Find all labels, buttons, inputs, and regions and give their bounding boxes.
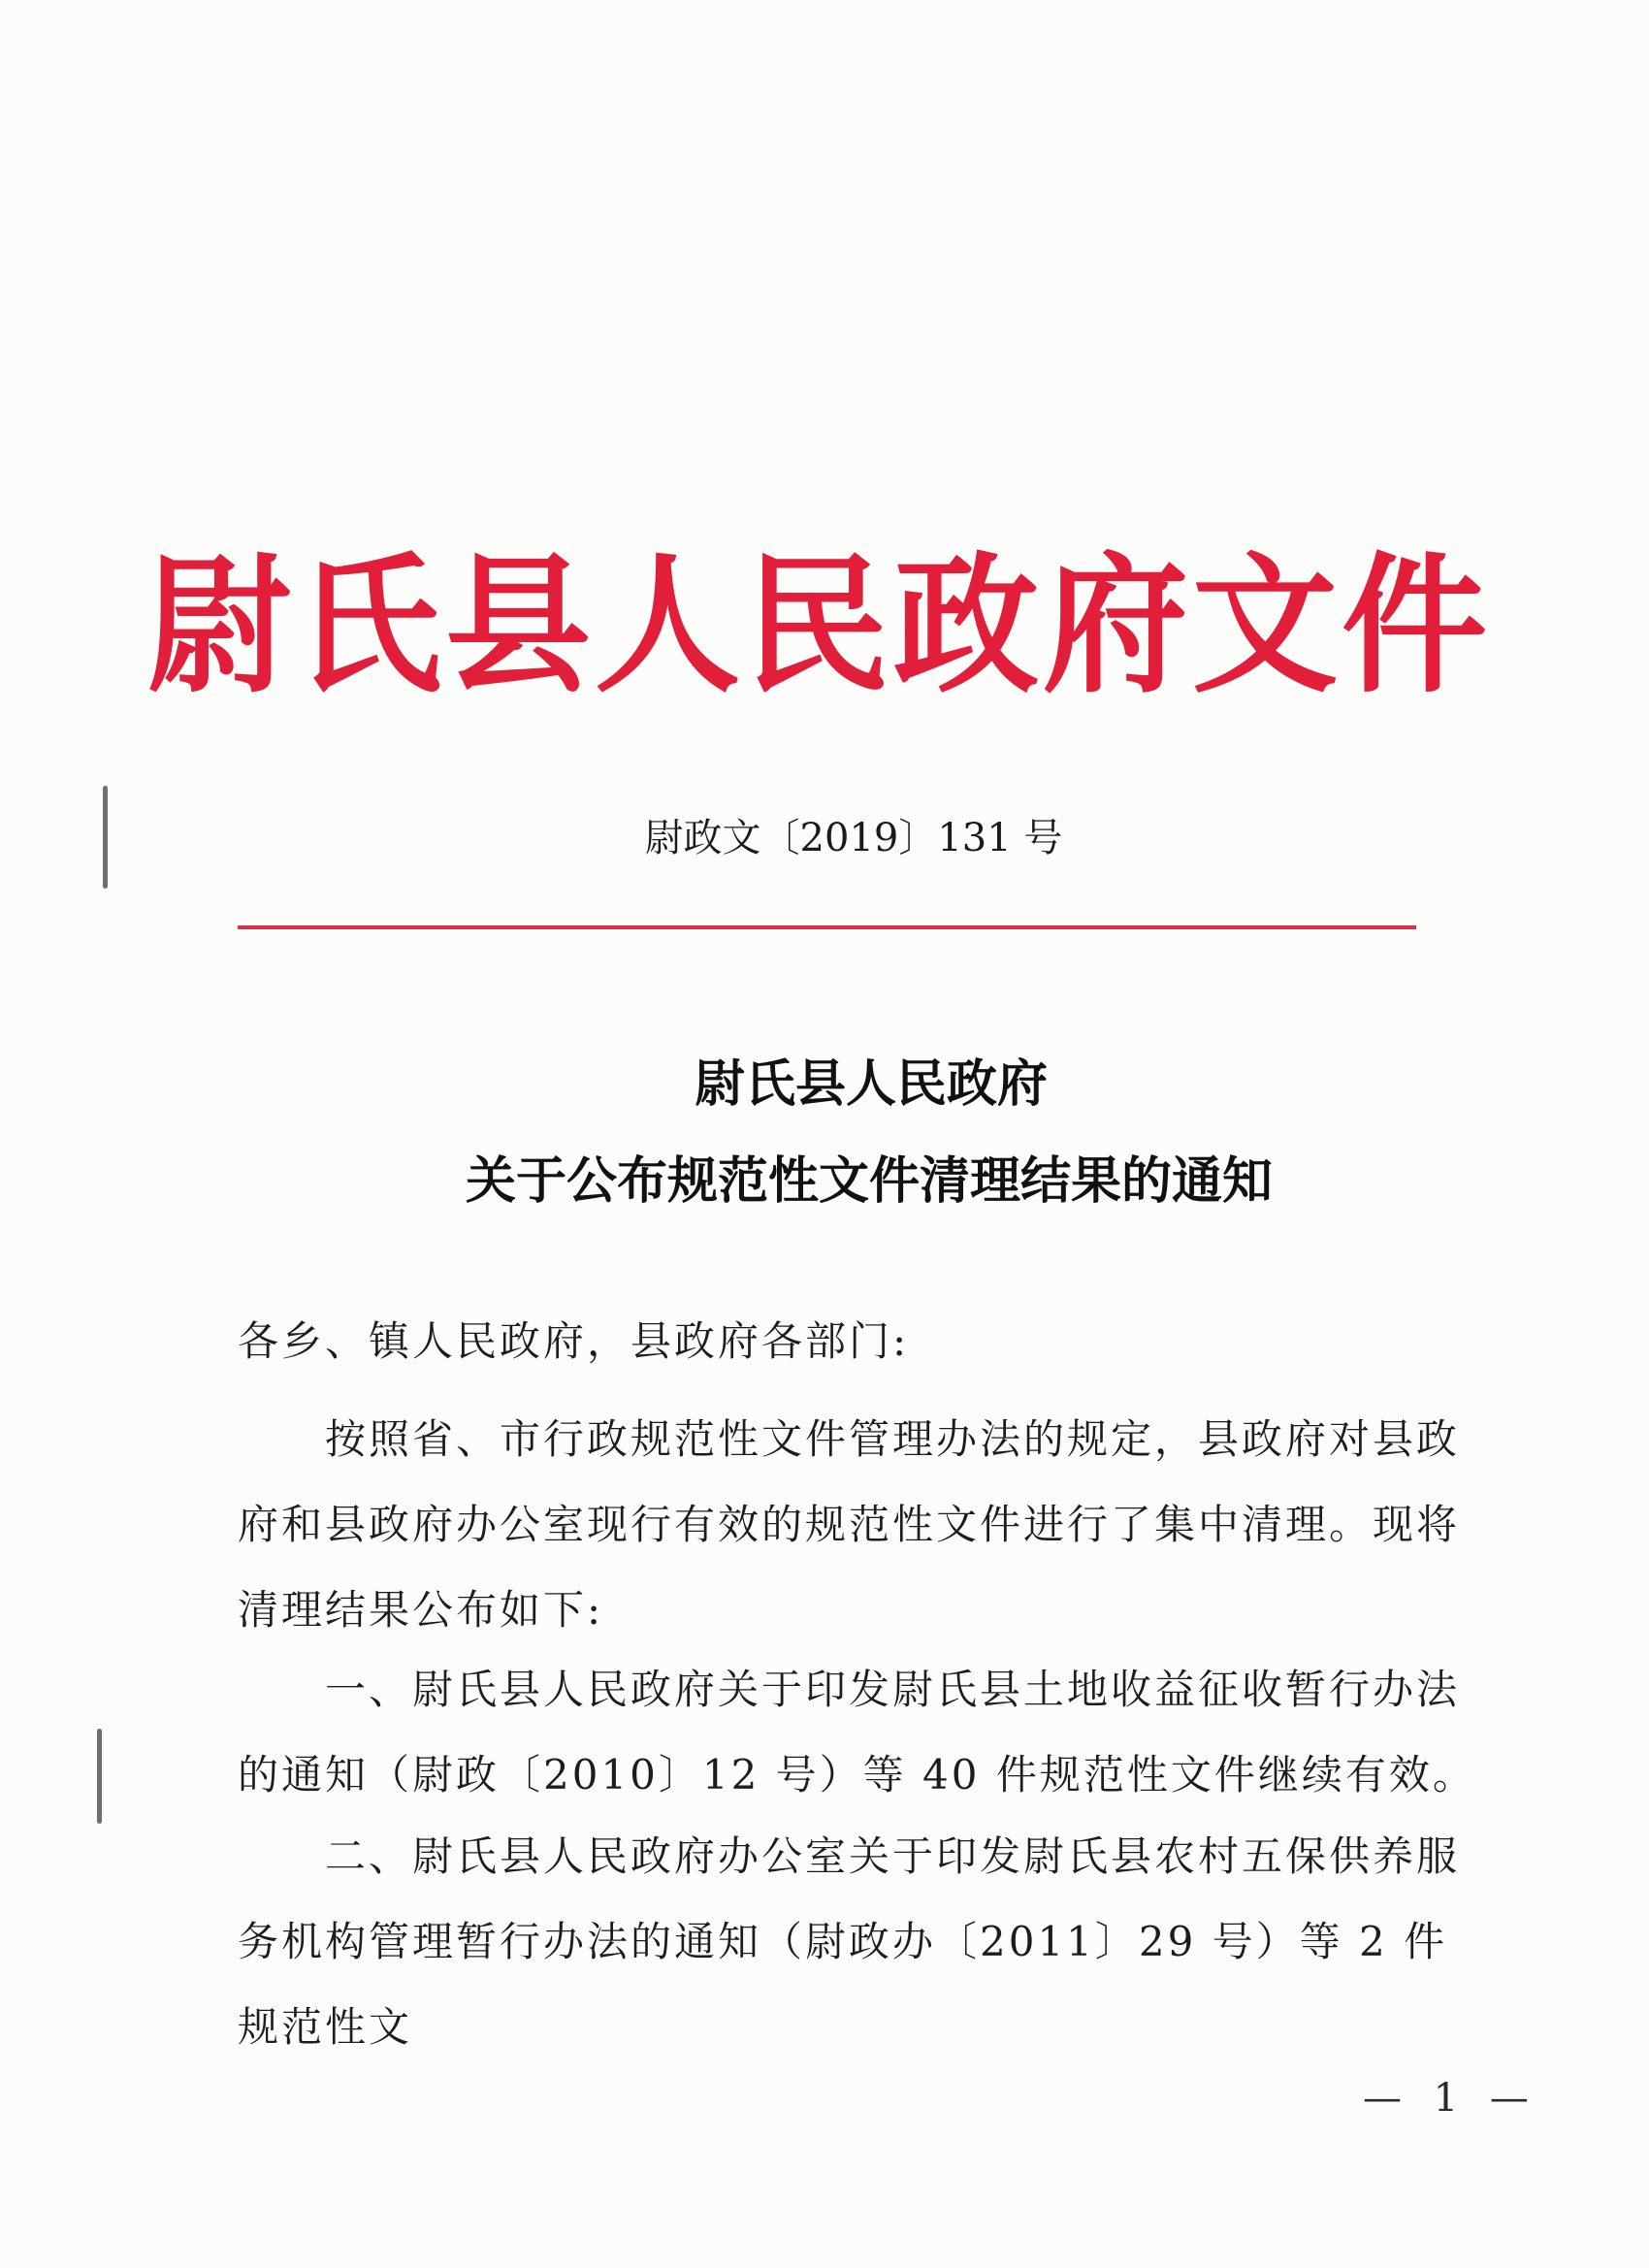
notice-title-issuer: 尉氏县人民政府 [694,1054,1048,1114]
body-paragraph: 一、尉氏县人民政府关于印发尉氏县土地收益征收暂行办法的通知（尉政〔2010〕12 号）等 40 件规范性文件继续有效。 [238,1666,1476,1798]
body-paragraph: 二、尉氏县人民政府办公室关于印发尉氏县农村五保供养服务机构管理暂行办法的通知（尉政办〔2011〕29 号）等 2 件规范性文 [238,1832,1461,2051]
notice-title-subject: 关于公布规范性文件清理结果的通知 [465,1151,1273,1211]
red-divider-line [238,925,1416,929]
salutation: 各乡、镇人民政府，县政府各部门: [238,1317,910,1365]
staple-mark [97,1729,102,1824]
body-paragraph: 按照省、市行政规范性文件管理办法的规定，县政府对县政府和县政府办公室现行有效的规范性文件进行了集中清理。现将清理结果公布如下: [238,1415,1461,1634]
document-number: 尉政文〔2019〕131 号 [644,816,1063,860]
document-header-title: 尉氏县人民政府文件 [146,537,1491,714]
page-number: — 1 — [1363,2076,1538,2121]
